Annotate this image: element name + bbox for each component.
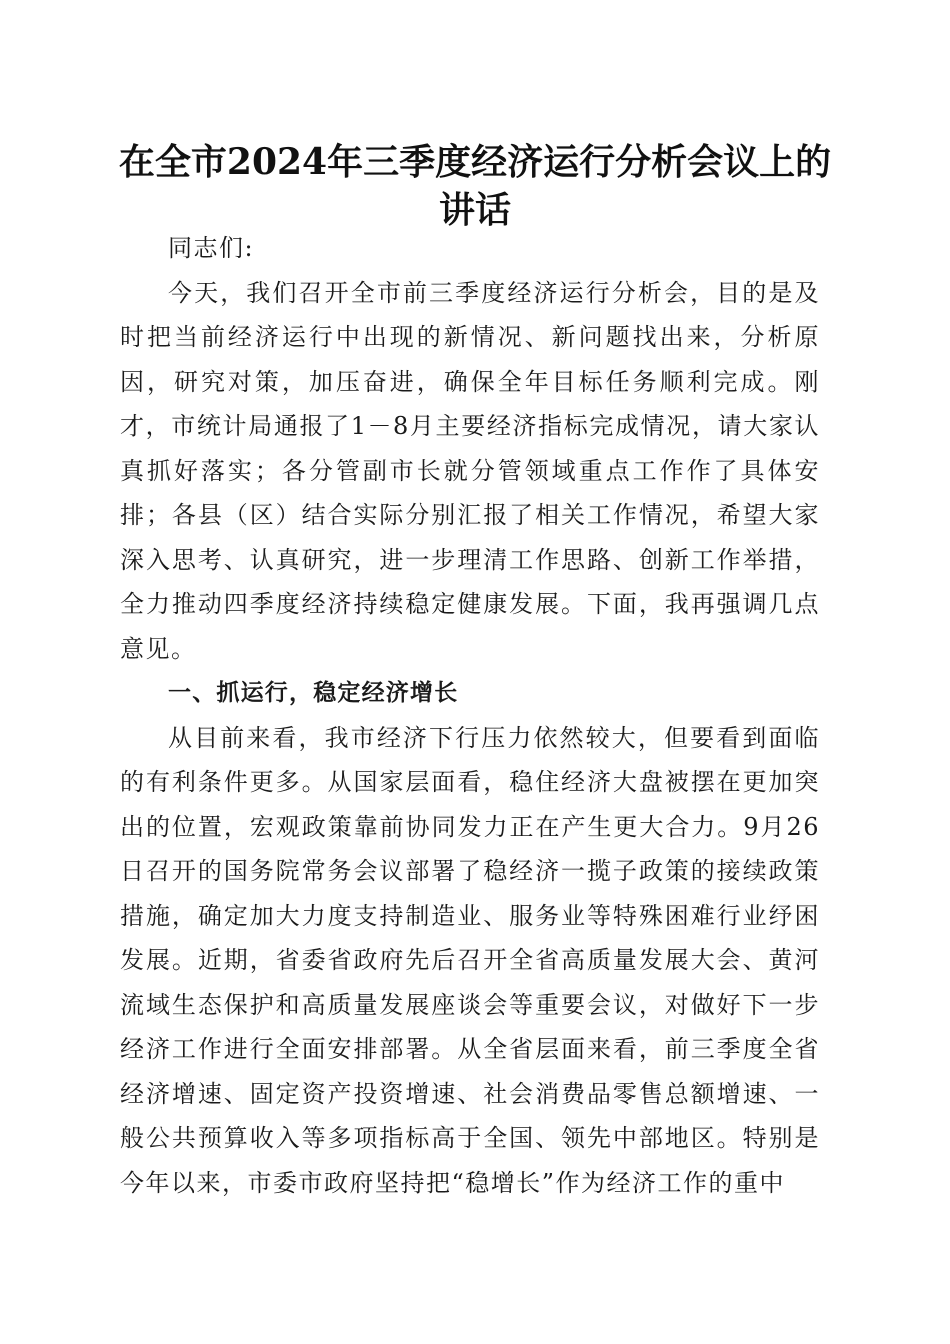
paragraph-1: 今天，我们召开全市前三季度经济运行分析会，目的是及时把当前经济运行中出现的新情况、新问题找出来，分析原因，研究对策，加压奋进，确保全年目标任务顺利完成。刚才，市统计局通报了1－8月主要经济指标完成情况，请大家认真抓好落实；各分管副市长就分管领域重点工作作了具体安排；各县（区）结合实际分别汇报了相关工作情况，希望大家深入思考、认真研究，进一步理清工作思路、创新工作举措，全力推动四季度经济持续稳定健康发展。下面，我再强调几点意见。 xyxy=(120,278,820,663)
title-line-2: 讲话 xyxy=(438,189,511,231)
document-body xyxy=(120,226,820,1205)
salutation: 同志们: xyxy=(168,234,255,262)
section-heading-1: 一、抓运行，稳定经济增长 xyxy=(168,680,459,706)
document-title xyxy=(100,138,850,234)
title-line-1: 在全市2024年三季度经济运行分析会议上的 xyxy=(118,141,832,183)
paragraph-2: 从目前来看，我市经济下行压力依然较大，但要看到面临的有利条件更多。从国家层面看，稳住经济大盘被摆在更加突出的位置，宏观政策靠前协同发力正在产生更大合力。9月26日召开的国务院常务会议部署了稳经济一揽子政策的接续政策措施，确定加大力度支持制造业、服务业等特殊困难行业纾困发展。近期，省委省政府先后召开全省高质量发展大会、黄河流域生态保护和高质量发展座谈会等重要会议，对做好下一步经济工作进行全面安排部署。从全省层面来看，前三季度全省经济增速、固定资产投资增速、社会消费品零售总额增速、一般公共预算收入等多项指标高于全国、领先中部地区。特别是今年以来，市委市政府坚持把“稳增长”作为经济工作的重中 xyxy=(120,723,820,1197)
